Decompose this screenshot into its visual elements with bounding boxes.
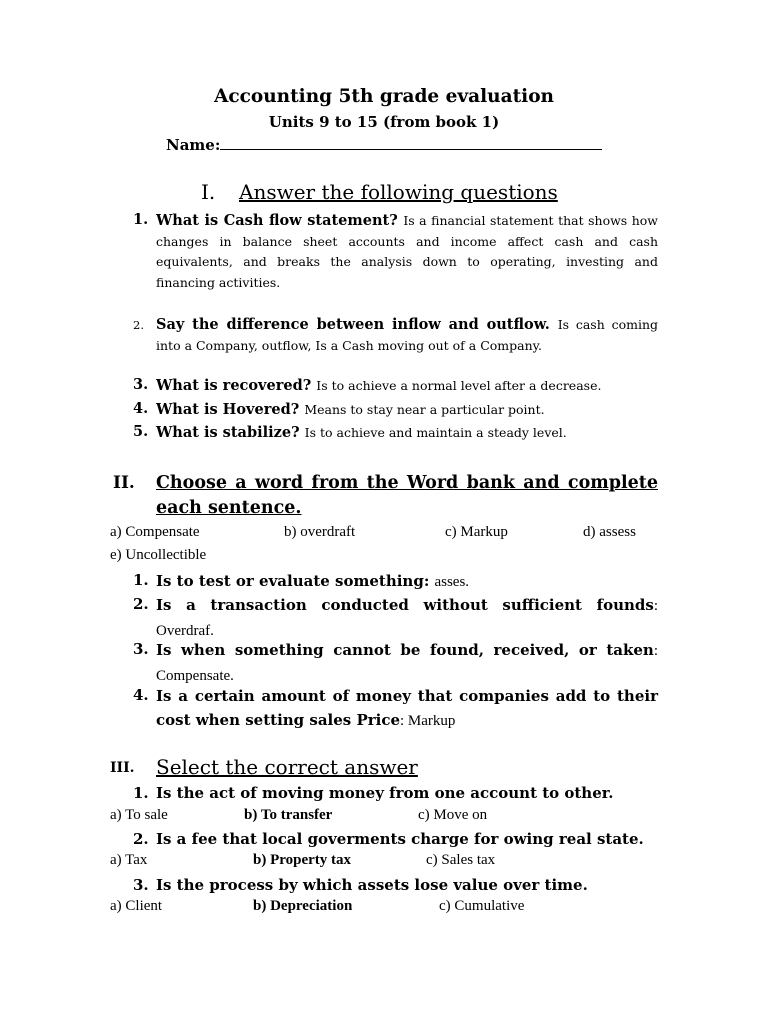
s2-q2-answer: : Overdraf. — [156, 598, 658, 639]
s1-q3 — [156, 375, 658, 396]
document-subtitle: Units 9 to 15 (from book 1) — [268, 113, 500, 131]
s1-q5-answer: Is to achieve and maintain a steady level. — [304, 425, 567, 440]
s3-q1-option-a: a) To sale — [110, 807, 168, 823]
s1-q1 — [156, 210, 658, 292]
s2-q3-question: Is when something cannot be found, received, or taken — [156, 641, 654, 659]
s2-q2-question: Is a transaction conducted without sufficient founds — [156, 596, 654, 614]
section-3-numeral: III. — [110, 760, 135, 776]
s2-q3-number: 3. — [133, 640, 149, 658]
s3-q3-number: 3. — [133, 876, 149, 894]
s2-q2 — [156, 593, 658, 643]
s1-q2-number: 2. — [133, 318, 144, 332]
document-title: Accounting 5th grade evaluation — [214, 86, 554, 107]
s2-q1 — [156, 569, 658, 594]
s1-q1-number: 1. — [133, 211, 149, 228]
s1-q1-question: What is Cash flow statement? — [156, 212, 398, 229]
s1-q3-number: 3. — [133, 376, 149, 393]
name-field[interactable] — [166, 136, 602, 154]
s3-q3-option-c: c) Cumulative — [439, 898, 525, 914]
section-1-numeral: I. — [201, 180, 216, 204]
s1-q4-number: 4. — [133, 400, 149, 417]
s3-q3-question: Is the process by which assets lose value over time. — [156, 876, 588, 894]
s3-q1-question: Is the act of moving money from one account to other. — [156, 784, 614, 802]
s3-q1-option-b: b) To transfer — [244, 807, 333, 823]
s3-q2-number: 2. — [133, 830, 149, 848]
s1-q5-question: What is stabilize? — [156, 424, 300, 441]
s1-q5-number: 5. — [133, 423, 149, 440]
s3-q1-option-c: c) Move on — [418, 807, 488, 823]
section-2-numeral: II. — [113, 473, 135, 493]
s2-q4-answer: : Markup — [400, 713, 456, 729]
section-1-heading: Answer the following questions — [239, 180, 558, 204]
s1-q2-answer: Is cash coming into a Company, outflow, Is a Cash moving out of a Company. — [156, 317, 658, 353]
s2-q4 — [156, 684, 658, 733]
s2-q1-answer: asses. — [434, 574, 470, 590]
s3-q2-option-a: a) Tax — [110, 852, 148, 868]
s3-q2-option-c: c) Sales tax — [426, 852, 496, 868]
s2-q1-number: 1. — [133, 571, 149, 589]
s3-q2-option-b: b) Property tax — [253, 852, 352, 868]
name-underline[interactable] — [220, 137, 602, 150]
s2-q3 — [156, 638, 658, 688]
s1-q5 — [156, 422, 658, 443]
s2-q2-number: 2. — [133, 595, 149, 613]
word-bank-e: e) Uncollectible — [110, 547, 207, 563]
s3-q2-question: Is a fee that local goverments charge for owing real state. — [156, 830, 644, 848]
section-2-heading: Choose a word from the Word bank and complete each sentence. — [156, 473, 658, 518]
word-bank-a: a) Compensate — [110, 524, 200, 540]
s1-q4-question: What is Hovered? — [156, 401, 300, 418]
s1-q4-answer: Means to stay near a particular point. — [304, 402, 545, 417]
s1-q3-answer: Is to achieve a normal level after a decrease. — [316, 378, 602, 393]
s1-q4 — [156, 399, 658, 420]
word-bank-d: d) assess — [583, 524, 636, 540]
s3-q1-number: 1. — [133, 784, 149, 802]
name-label: Name: — [166, 136, 221, 154]
section-3-heading: Select the correct answer — [156, 755, 418, 779]
s3-q3-option-b: b) Depreciation — [253, 898, 353, 914]
s1-q2-question: Say the difference between inflow and outflow. — [156, 316, 550, 333]
s2-q1-question: Is to test or evaluate something: — [156, 572, 430, 590]
s3-q3-option-a: a) Client — [110, 898, 163, 914]
s1-q2 — [156, 314, 658, 355]
s2-q4-question: Is a certain amount of money that companies add to their cost when setting sales Price — [156, 687, 658, 729]
s1-q3-question: What is recovered? — [156, 377, 312, 394]
s1-q1-answer: Is a financial statement that shows how changes in balance sheet accounts and income affect cash and cash equivalents, and breaks the analysis down to operating, investing and financing activities. — [156, 213, 658, 290]
s2-q3-answer: : Compensate. — [156, 643, 658, 684]
word-bank-b: b) overdraft — [284, 524, 356, 540]
word-bank-c: c) Markup — [445, 524, 508, 540]
s2-q4-number: 4. — [133, 686, 149, 704]
